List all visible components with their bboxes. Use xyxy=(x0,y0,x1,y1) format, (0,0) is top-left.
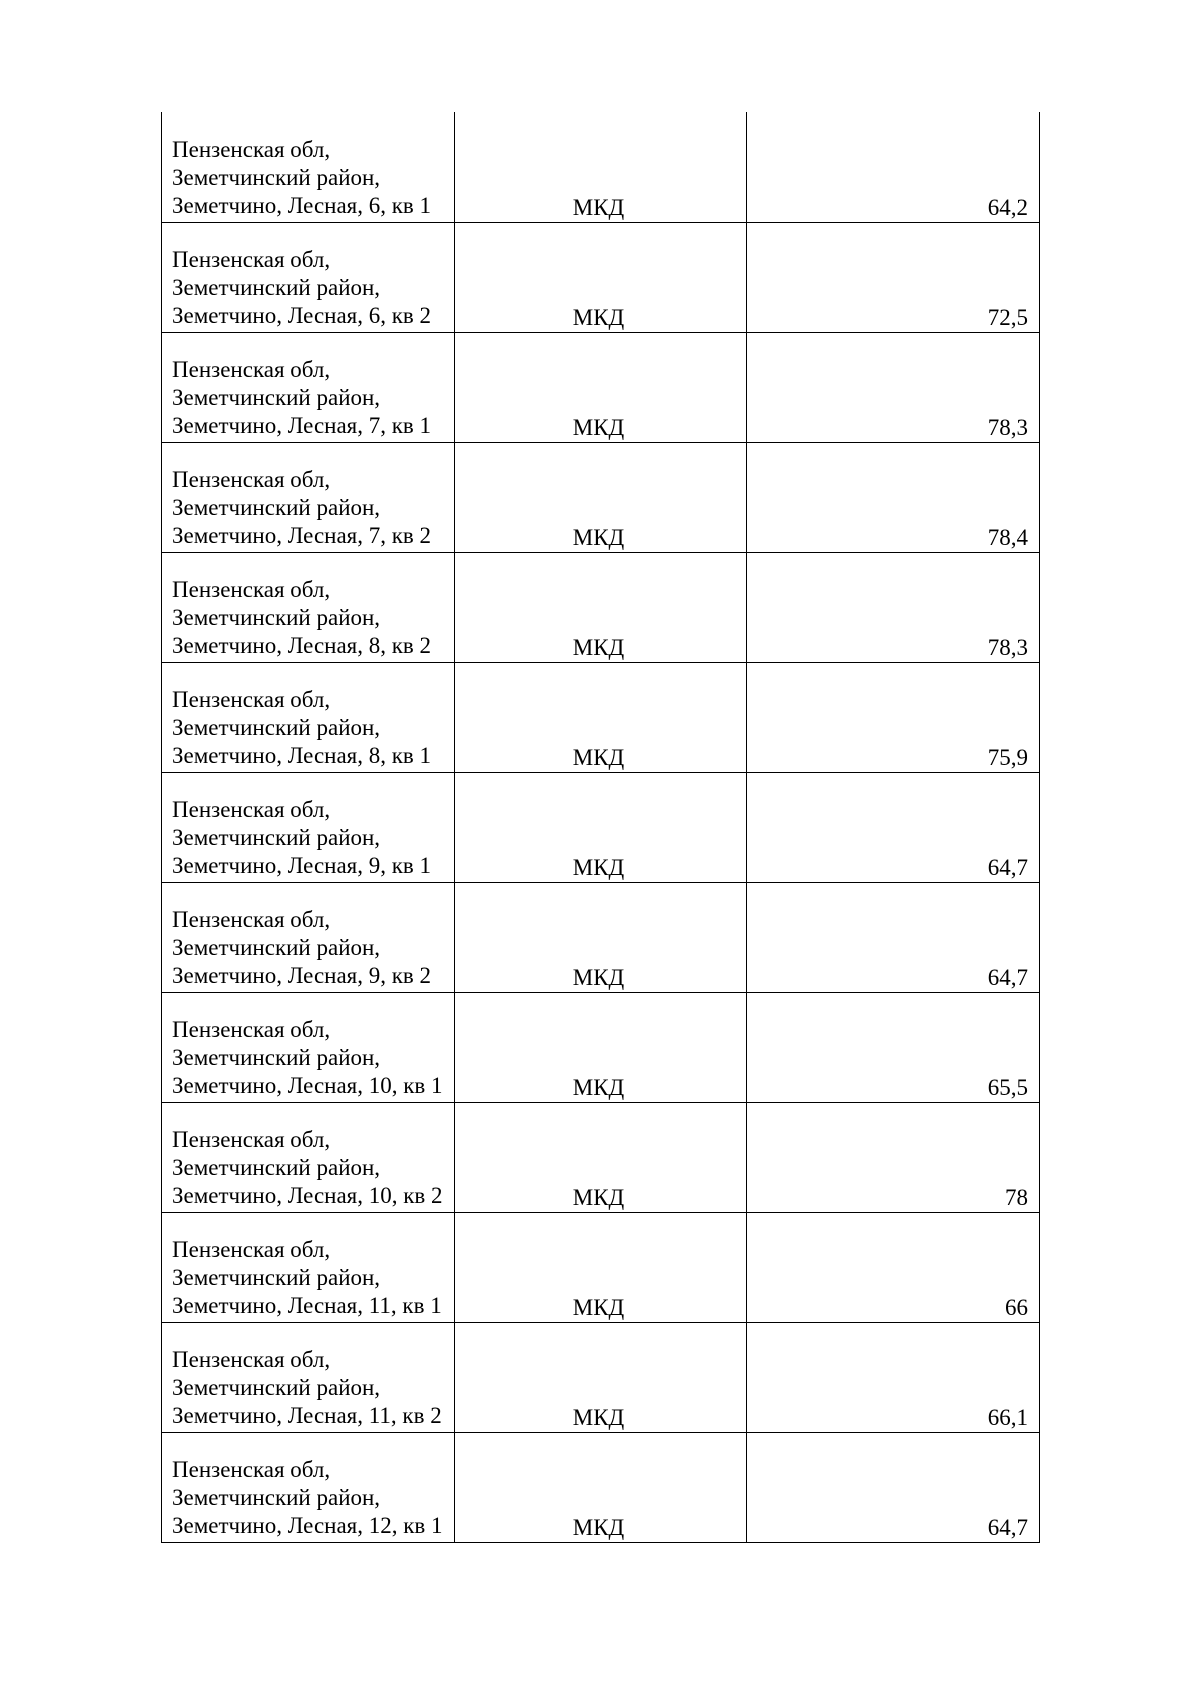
address-cell xyxy=(162,552,455,662)
table-row xyxy=(162,1212,1040,1322)
area-cell: 78 xyxy=(747,1102,1040,1212)
address-text: Пензенская обл, Земетчинский район, Земетчино, Лесная, 11, кв 1 xyxy=(172,1236,442,1318)
table-row xyxy=(162,112,1040,222)
building-type-cell: МКД xyxy=(455,442,747,552)
address-cell xyxy=(162,1102,455,1212)
address-text: Пензенская обл, Земетчинский район, Земетчино, Лесная, 6, кв 2 xyxy=(172,246,432,328)
address-text: Пензенская обл, Земетчинский район, Земетчино, Лесная, 7, кв 2 xyxy=(172,466,432,548)
address-cell xyxy=(162,662,455,772)
address-cell xyxy=(162,1212,455,1322)
address-cell xyxy=(162,1432,455,1542)
table-row xyxy=(162,1432,1040,1542)
table-body xyxy=(162,112,1040,1542)
table-row xyxy=(162,552,1040,662)
area-cell: 75,9 xyxy=(747,662,1040,772)
area-cell: 72,5 xyxy=(747,222,1040,332)
address-cell xyxy=(162,882,455,992)
area-cell: 78,3 xyxy=(747,332,1040,442)
area-cell: 78,3 xyxy=(747,552,1040,662)
address-text: Пензенская обл, Земетчинский район, Земетчино, Лесная, 6, кв 1 xyxy=(172,136,432,218)
address-text: Пензенская обл, Земетчинский район, Земетчино, Лесная, 7, кв 1 xyxy=(172,356,432,438)
address-cell xyxy=(162,772,455,882)
address-cell xyxy=(162,112,455,222)
area-cell: 64,7 xyxy=(747,772,1040,882)
address-cell xyxy=(162,332,455,442)
building-type-cell: МКД xyxy=(455,1102,747,1212)
table-row xyxy=(162,442,1040,552)
area-cell: 66,1 xyxy=(747,1322,1040,1432)
address-text: Пензенская обл, Земетчинский район, Земетчино, Лесная, 9, кв 2 xyxy=(172,906,432,988)
table-row xyxy=(162,1322,1040,1432)
address-text: Пензенская обл, Земетчинский район, Земетчино, Лесная, 8, кв 1 xyxy=(172,686,432,768)
building-type-cell: МКД xyxy=(455,882,747,992)
address-text: Пензенская обл, Земетчинский район, Земетчино, Лесная, 12, кв 1 xyxy=(172,1456,443,1538)
area-cell: 64,7 xyxy=(747,882,1040,992)
address-text: Пензенская обл, Земетчинский район, Земетчино, Лесная, 9, кв 1 xyxy=(172,796,432,878)
building-type-cell: МКД xyxy=(455,1432,747,1542)
area-cell: 66 xyxy=(747,1212,1040,1322)
table-row xyxy=(162,662,1040,772)
building-type-cell: МКД xyxy=(455,222,747,332)
table-row xyxy=(162,332,1040,442)
table-row xyxy=(162,222,1040,332)
table-row xyxy=(162,992,1040,1102)
address-text: Пензенская обл, Земетчинский район, Земетчино, Лесная, 10, кв 2 xyxy=(172,1126,443,1208)
table-row xyxy=(162,772,1040,882)
building-type-cell: МКД xyxy=(455,112,747,222)
address-text: Пензенская обл, Земетчинский район, Земетчино, Лесная, 11, кв 2 xyxy=(172,1346,442,1428)
building-type-cell: МКД xyxy=(455,662,747,772)
table-row xyxy=(162,1102,1040,1212)
address-text: Пензенская обл, Земетчинский район, Земетчино, Лесная, 10, кв 1 xyxy=(172,1016,443,1098)
address-cell xyxy=(162,1322,455,1432)
building-type-cell: МКД xyxy=(455,772,747,882)
building-type-cell: МКД xyxy=(455,332,747,442)
area-cell: 64,7 xyxy=(747,1432,1040,1542)
property-table xyxy=(161,112,1040,1543)
area-cell: 65,5 xyxy=(747,992,1040,1102)
building-type-cell: МКД xyxy=(455,1322,747,1432)
address-cell xyxy=(162,222,455,332)
building-type-cell: МКД xyxy=(455,552,747,662)
area-cell: 78,4 xyxy=(747,442,1040,552)
address-cell xyxy=(162,992,455,1102)
address-text: Пензенская обл, Земетчинский район, Земетчино, Лесная, 8, кв 2 xyxy=(172,576,432,658)
address-cell xyxy=(162,442,455,552)
building-type-cell: МКД xyxy=(455,992,747,1102)
building-type-cell: МКД xyxy=(455,1212,747,1322)
area-cell: 64,2 xyxy=(747,112,1040,222)
table-row xyxy=(162,882,1040,992)
